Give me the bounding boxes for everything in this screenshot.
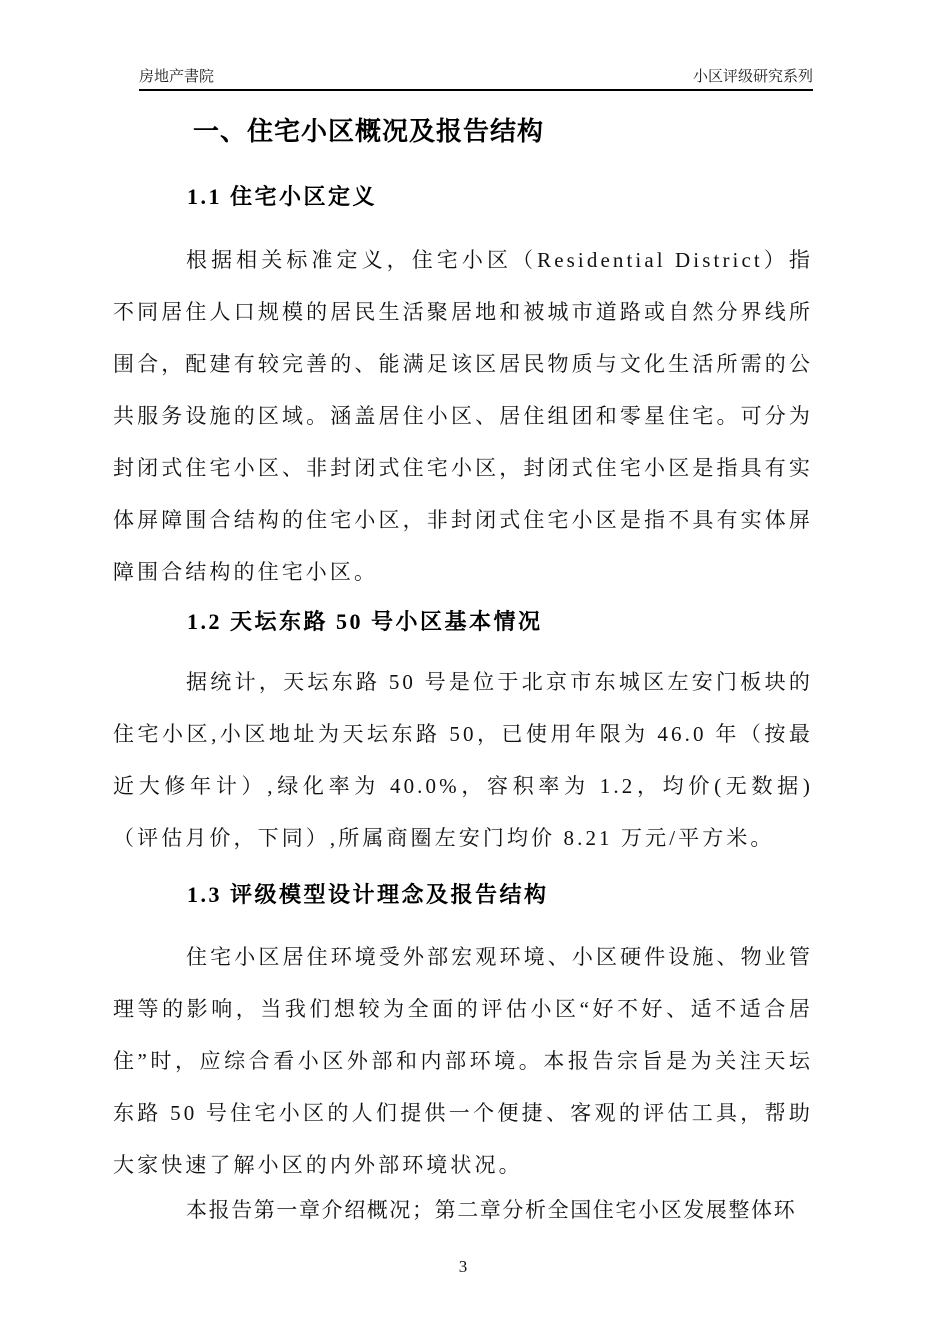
section-heading-1-2: 1.2 天坛东路 50 号小区基本情况 — [187, 609, 543, 634]
header-right-text: 小区评级研究系列 — [692, 68, 813, 85]
header-left-text: 房地产書院 — [139, 68, 215, 85]
section-1-1-paragraph: 根据相关标准定义，住宅小区（Residential District）指不同居住人口规模的居民生活聚居地和被城市道路或自然分界线所围合，配建有较完善的、能满足该区居民物质与文化生活所需的公共服务设施的区域。涵盖居住小区、居住组团和零星住宅。可分为封闭式住宅小区、非封闭式住宅小区，封闭式住宅小区是指具有实体屏障围合结构的住宅小区，非封闭式住宅小区是指不具有实体屏障围合结构的住宅小区。 — [113, 248, 813, 584]
chapter-title: 一、住宅小区概况及报告结构 — [193, 117, 545, 146]
section-1-2-paragraph: 据统计，天坛东路 50 号是位于北京市东城区左安门板块的住宅小区,小区地址为天坛东路 50，已使用年限为 46.0 年（按最近大修年计）,绿化率为 40.0%，容积率为 1.2，均价(无数据)（评估月价，下同）,所属商圈左安门均价 8.21 万元/平方米。 — [113, 670, 813, 850]
page-body — [113, 0, 813, 1236]
section-1-3-paragraph-2: 本报告第一章介绍概况；第二章分析全国住宅小区发展整体环 — [186, 1198, 797, 1222]
page-footer — [113, 1257, 813, 1277]
section-1-3-paragraph-1: 住宅小区居住环境受外部宏观环境、小区硬件设施、物业管理等的影响，当我们想较为全面的评估小区“好不好、适不适合居住”时，应综合看小区外部和内部环境。本报告宗旨是为关注天坛东路 50 号住宅小区的人们提供一个便捷、客观的评估工具，帮助大家快速了解小区的内外部环境状况。 — [113, 945, 813, 1177]
section-heading-1-3: 1.3 评级模型设计理念及报告结构 — [187, 882, 549, 907]
page-number: 3 — [458, 1257, 468, 1276]
section-heading-1-1: 1.1 住宅小区定义 — [187, 184, 378, 209]
